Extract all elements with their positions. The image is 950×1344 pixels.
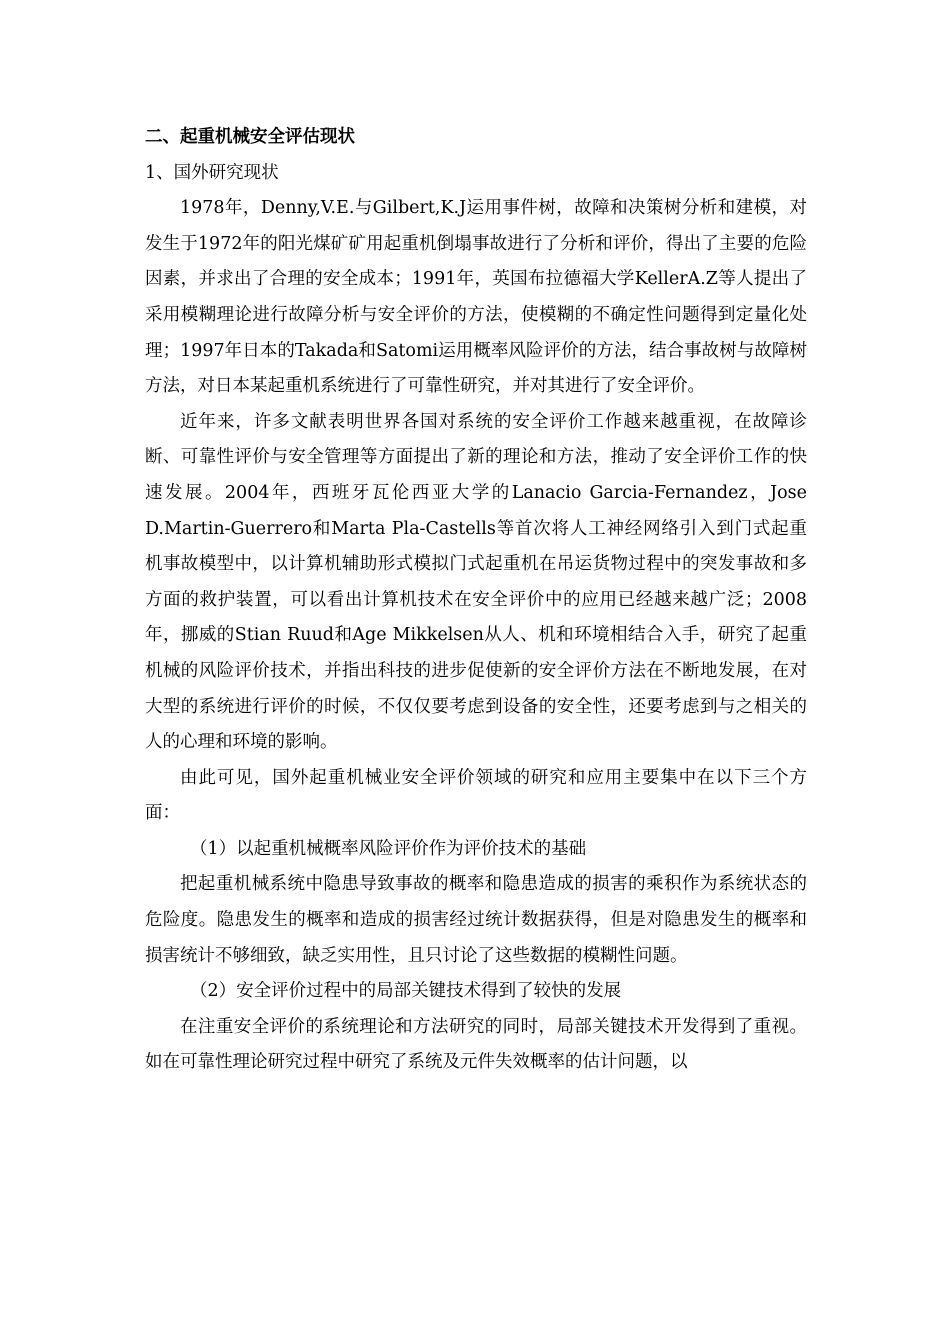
section-heading: 二、起重机械安全评估现状 — [145, 127, 355, 147]
item-1-heading: （1）以起重机械概率风险评价作为评价技术的基础 — [190, 838, 587, 859]
paragraph-1978-research: 1978年，Denny,V.E.与Gilbert,K.J运用事件树，故障和决策树分析和建模，对发生于1972年的阳光煤矿矿用起重机倒塌事故进行了分析和评价，得出了主要的危险因素，并求出了合理的安全成本；1991年，英国布拉德福大学KellerA.Z等人提出了采用模糊理论进行故障分析与安全评价的方法，使模糊的不确定性问题得到定量化处理；1997年日本的Takada和Satomi运用概率风险评价的方法，结合事故树与故障树方法，对日本某起重机系统进行了可靠性研究，并对其进行了安全评价。 — [145, 198, 807, 397]
document-body — [145, 120, 807, 1081]
paragraph-recent-research: 近年来，许多文献表明世界各国对系统的安全评价工作越来越重视，在故障诊断、可靠性评价与安全管理等方面提出了新的理论和方法，推动了安全评价工作的快速发展。2004年，西班牙瓦伦西亚大学的Lanacio Garcia-Fernandez，Jose D.Martin-Guerrero和Marta Pla-Castells等首次将人工神经网络引入到门式起重机事故模型中，以计算机辅助形式模拟门式起重机在吊运货物过程中的突发事故和多方面的救护装置，可以看出计算机技术在安全评价中的应用已经越来越广泛；2008年，挪威的Stian Ruud和Age Mikkelsen从人、机和环境相结合入手，研究了起重机械的风险评价技术，并指出科技的进步促使新的安全评价方法在不断地发展，在对大型的系统进行评价的时候，不仅仅要考虑到设备的安全性，还要考虑到与之相关的人的心理和环境的影响。 — [145, 411, 807, 753]
item-1-body: 把起重机械系统中隐患导致事故的概率和隐患造成的损害的乘积作为系统状态的危险度。隐患发生的概率和造成的损害经过统计数据获得，但是对隐患发生的概率和损害统计不够细致，缺乏实用性，且只讨论了这些数据的模糊性问题。 — [145, 874, 807, 966]
paragraph-summary: 由此可见，国外起重机械业安全评价领域的研究和应用主要集中在以下三个方面： — [145, 767, 807, 824]
subsection-heading: 1、国外研究现状 — [145, 162, 279, 183]
item-2-body: 在注重安全评价的系统理论和方法研究的同时，局部关键技术开发得到了重视。如在可靠性理论研究过程中研究了系统及元件失效概率的估计问题，以 — [145, 1016, 807, 1073]
item-2-heading: （2）安全评价过程中的局部关键技术得到了较快的发展 — [190, 981, 622, 1002]
